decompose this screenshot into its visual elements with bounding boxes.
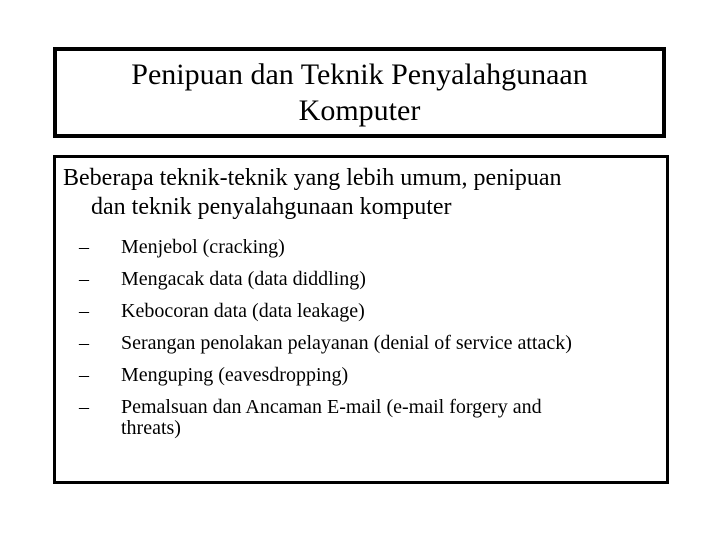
- bullet-text: Pemalsuan dan Ancaman E-mail (e-mail forgery and: [121, 396, 542, 418]
- intro-line-2: dan teknik penyalahgunaan komputer: [91, 194, 452, 220]
- dash-bullet-marker: –: [79, 268, 89, 290]
- bullet-list: [56, 231, 572, 439]
- slide-title-line-1: Penipuan dan Teknik Penyalahgunaan: [131, 57, 588, 91]
- bullet-item-denial-of-service: [56, 327, 572, 359]
- bullet-text: Menguping (eavesdropping): [121, 364, 349, 386]
- title-box: [53, 47, 666, 138]
- bullet-item-email-forgery: [56, 391, 572, 439]
- bullet-item-cracking: [56, 231, 572, 263]
- bullet-text: Kebocoran data (data leakage): [121, 300, 365, 322]
- dash-bullet-marker: –: [79, 332, 89, 354]
- bullet-text: Mengacak data (data diddling): [121, 268, 366, 290]
- bullet-item-data-diddling: [56, 263, 572, 295]
- bullet-text: Serangan penolakan pelayanan (denial of service attack): [121, 332, 572, 354]
- intro-line-1: Beberapa teknik-teknik yang lebih umum, penipuan: [63, 165, 562, 191]
- bullet-text: Menjebol (cracking): [121, 236, 285, 258]
- intro-text: [63, 164, 562, 222]
- dash-bullet-marker: –: [79, 300, 89, 322]
- dash-bullet-marker: –: [79, 396, 89, 418]
- slide-title-line-2: Komputer: [298, 93, 421, 127]
- dash-bullet-marker: –: [79, 236, 89, 258]
- dash-bullet-marker: –: [79, 364, 89, 386]
- content-box: [53, 155, 669, 484]
- bullet-item-eavesdropping: [56, 359, 572, 391]
- bullet-item-data-leakage: [56, 295, 572, 327]
- bullet-text-continuation: threats): [121, 417, 181, 439]
